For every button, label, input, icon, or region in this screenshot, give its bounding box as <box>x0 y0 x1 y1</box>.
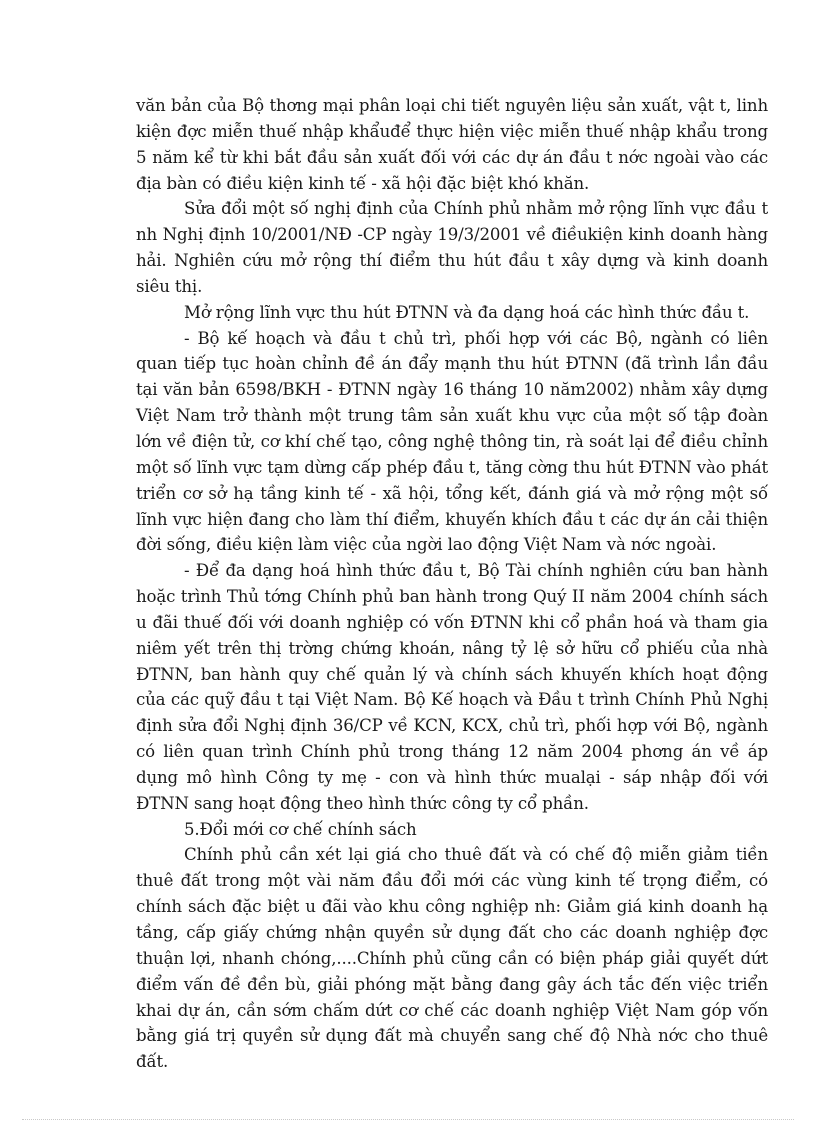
document-body <box>136 93 768 1075</box>
page-bottom-divider <box>22 1119 794 1120</box>
paragraph-continuation: văn bản của Bộ thơng mại phân loại chi tiết nguyên liệu sản xuất, vật t, linh kiện đợc miễn thuế nhập khẩuđể thực hiện việc miễn thuế nhập khẩu trong 5 năm kể từ khi bắt đầu sản xuất đối với các dự án đầu t nớc ngoài vào các địa bàn có điều kiện kinh tế - xã hội đặc biệt khó khăn. <box>136 96 768 193</box>
section-heading: 5.Đổi mới cơ chế chính sách <box>184 819 417 839</box>
paragraph-diversify-forms: - Để đa dạng hoá hình thức đầu t, Bộ Tài chính nghiên cứu ban hành hoặc trình Thủ tớng Chính phủ ban hành trong Quý II năm 2004 chính sách u đãi thuế đối với doanh nghiệp có vốn ĐTNN khi cổ phần hoá và tham gia niêm yết trên thị trờng chứng khoán, nâng tỷ lệ sở hữu cổ phiếu của nhà ĐTNN, ban hành quy chế quản lý và chính sách khuyến khích hoạt động của các quỹ đầu t tại Việt Nam. Bộ Kế hoạch và Đầu t trình Chính Phủ Nghị định sửa đổi Nghị định 36/CP về KCN, KCX, chủ trì, phối hợp với Bộ, ngành có liên quan trình Chính phủ trong tháng 12 năm 2004 phơng án về áp dụng mô hình Công ty mẹ - con và hình thức mualại - sáp nhập đối với ĐTNN sang hoạt động theo hình thức công ty cổ phần. <box>136 561 768 813</box>
paragraph-ministry-planning: - Bộ kế hoạch và đầu t chủ trì, phối hợp với các Bộ, ngành có liên quan tiếp tục hoàn chỉnh đề án đẩy mạnh thu hút ĐTNN (đã trình lần đầu tại văn bản 6598/BKH - ĐTNN ngày 16 tháng 10 năm2002) nhằm xây dựng Việt Nam trở thành một trung tâm sản xuất khu vực của một số tập đoàn lớn về điện tử, cơ khí chế tạo, công nghệ thông tin, rà soát lại để điều chỉnh một số lĩnh vực tạm dừng cấp phép đầu t, tăng cờng thu hút ĐTNN vào phát triển cơ sở hạ tầng kinh tế - xã hội, tổng kết, đánh giá và mở rộng một số lĩnh vực hiện đang cho làm thí điểm, khuyến khích đầu t các dự án cải thiện đời sống, điều kiện làm việc của ngời lao động Việt Nam và nớc ngoài. <box>136 328 768 555</box>
paragraph-expand-fields: Mở rộng lĩnh vực thu hút ĐTNN và đa dạng hoá các hình thức đầu t. <box>184 302 750 322</box>
paragraph-land-policy: Chính phủ cần xét lại giá cho thuê đất và có chế độ miễn giảm tiền thuê đất trong một vài năm đầu đổi mới các vùng kinh tế trọng điểm, có chính sách đặc biệt u đãi vào khu công nghiệp nh: Giảm giá kinh doanh hạ tầng, cấp giấy chứng nhận quyền sử dụng đất cho các doanh nghiệp đợc thuận lợi, nhanh chóng,....Chính phủ cũng cần có biện pháp giải quyết dứt điểm vấn đề đền bù, giải phóng mặt bằng đang gây ách tắc đến việc triển khai dự án, cần sớm chấm dứt cơ chế các doanh nghiệp Việt Nam góp vốn bằng giá trị quyền sử dụng đất mà chuyển sang chế độ Nhà nớc cho thuê đất. <box>136 845 768 1072</box>
paragraph-amend-decrees: Sửa đổi một số nghị định của Chính phủ nhằm mở rộng lĩnh vực đầu t nh Nghị định 10/2001/NĐ -CP ngày 19/3/2001 về điềukiện kinh doanh hàng hải. Nghiên cứu mở rộng thí điểm thu hút đầu t xây dựng và kinh doanh siêu thị. <box>136 199 768 296</box>
